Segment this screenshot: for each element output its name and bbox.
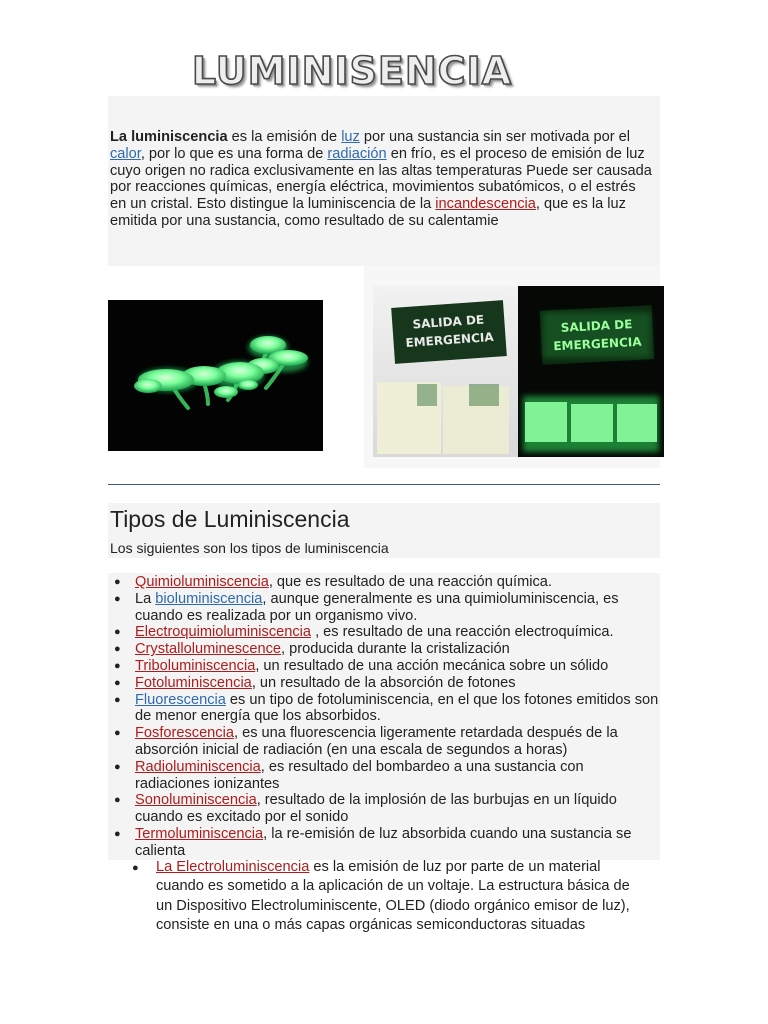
glowing-mushrooms-image [108,300,323,451]
list-item-link[interactable]: Radioluminiscencia [135,758,261,775]
bullet-icon: ● [114,693,121,706]
list-item-link[interactable]: bioluminiscencia [155,590,263,607]
section-subtitle: Los siguientes son los tipos de luminiscencia [110,540,389,556]
list-item [108,792,660,826]
nested-paragraph [156,858,650,936]
list-item-text: , resultado de la implosión de las burbujas en un líquido cuando es excitado por el sonido [135,792,617,826]
intro-text: es la emisión de [227,129,342,145]
left-sign-line1: SALIDA DE [412,312,485,332]
link-luz[interactable]: luz [341,129,360,145]
list-item-link[interactable]: Sonoluminiscencia [135,792,257,809]
list-item-text: , que es resultado de una reacción química. [268,574,552,590]
types-list [108,574,660,860]
bullet-icon: ● [114,827,121,840]
list-item-text: , la re-emisión de luz absorbida cuando una sustancia se calienta [135,825,632,859]
list-item-link[interactable]: Triboluminiscencia [135,657,256,674]
list-item-link[interactable]: Fosforescencia [135,725,234,742]
list-item-link[interactable]: Termoluminiscencia [135,825,264,842]
list-item [108,725,660,759]
list-item [108,675,660,692]
title-text: LUMINISENCIA [191,49,513,93]
link-radiacion[interactable]: radiación [327,145,387,162]
nested-list-item [130,858,650,936]
intro-text: , por lo que es una forma de [140,145,328,162]
bullet-icon: ● [114,676,121,689]
list-item-link[interactable]: Fluorescencia [135,691,226,708]
bullet-icon: ● [114,794,121,807]
bullet-icon: ● [114,592,121,605]
types-list-box [108,573,660,860]
list-item [108,591,660,625]
list-item [108,759,660,793]
list-item-text: , producida durante la cristalización [281,641,510,658]
intro-text: por una sustancia sin ser motivada por el [359,129,630,145]
list-item [108,641,660,658]
bullet-icon: ● [132,862,139,874]
list-item [108,826,660,860]
list-item [108,574,660,591]
list-item [108,658,660,675]
intro-block [108,96,660,266]
intro-text: en frío, es el proceso de emisión de luz cuyo origen no radica exclusivamente en las altas temperaturas Puede ser causada por reacciones químicas, energía eléctrica, movimientos subatómicos, o el estrés en un cristal. Esto distingue la luminiscencia de la [110,145,652,213]
intro-text: , que es la luz emitida por una sustancia, como resultado de su calentamie [110,196,626,229]
list-item-prefix: La [135,590,156,607]
bullet-icon: ● [114,659,121,672]
right-sign-line1: SALIDA DE [560,317,633,335]
bullet-icon: ● [114,727,121,740]
list-item [108,692,660,726]
link-calor[interactable]: calor [110,145,141,162]
emergency-exit-signs-image [373,286,664,457]
list-item-text: es un tipo de fotoluminiscencia, en el que los fotones emitidos son de menor energía que los absorbidos. [135,691,659,725]
section-divider [108,484,660,485]
list-item-link[interactable]: Quimioluminiscencia [135,574,269,590]
bullet-icon: ● [114,643,121,656]
types-section-header [108,503,660,558]
bullet-icon: ● [114,626,121,639]
list-item [108,624,660,641]
list-item-text: , es resultado de una reacción electroquímica. [311,624,614,641]
list-item-link[interactable]: Electroquimioluminiscencia [135,624,312,641]
list-item-text: , aunque generalmente es una quimioluminiscencia, es cuando es realizada por un organismo vivo. [135,590,619,624]
intro-bold-term: La luminiscencia [110,129,228,145]
section-heading: Tipos de Luminiscencia [110,506,350,532]
left-sign-line2: EMERGENCIA [405,329,495,351]
list-item-link[interactable]: Crystalloluminescence [135,641,281,658]
bullet-icon: ● [114,760,121,773]
list-item-text: , un resultado de una acción mecánica sobre un sólido [255,657,609,674]
intro-paragraph [110,129,654,230]
list-item-text: , es una fluorescencia ligeramente retardada después de la absorción inicial de radiación (en una escala de segundos a horas) [135,725,618,758]
list-item-text: , un resultado de la absorción de fotones [251,674,516,691]
right-sign-line2: EMERGENCIA [553,334,642,354]
link-incandescencia[interactable]: incandescencia [435,196,536,213]
list-item-text: , es resultado del bombardeo a una sustancia con radiaciones ionizantes [135,758,584,792]
bullet-icon: ● [114,576,121,588]
list-item-link[interactable]: Fotoluminiscencia [135,674,252,691]
nested-text: es la emisión de luz por parte de un material cuando es sometido a la aplicación de un voltaje. La estructura básica de un Dispositivo Electroluminiscente, OLED (diodo orgánico emisor de luz), consiste en una o más capas orgánicas semiconductoras situadas [156,859,630,934]
link-electroluminiscencia[interactable]: La Electroluminiscencia [156,859,310,875]
document-title [183,46,521,96]
